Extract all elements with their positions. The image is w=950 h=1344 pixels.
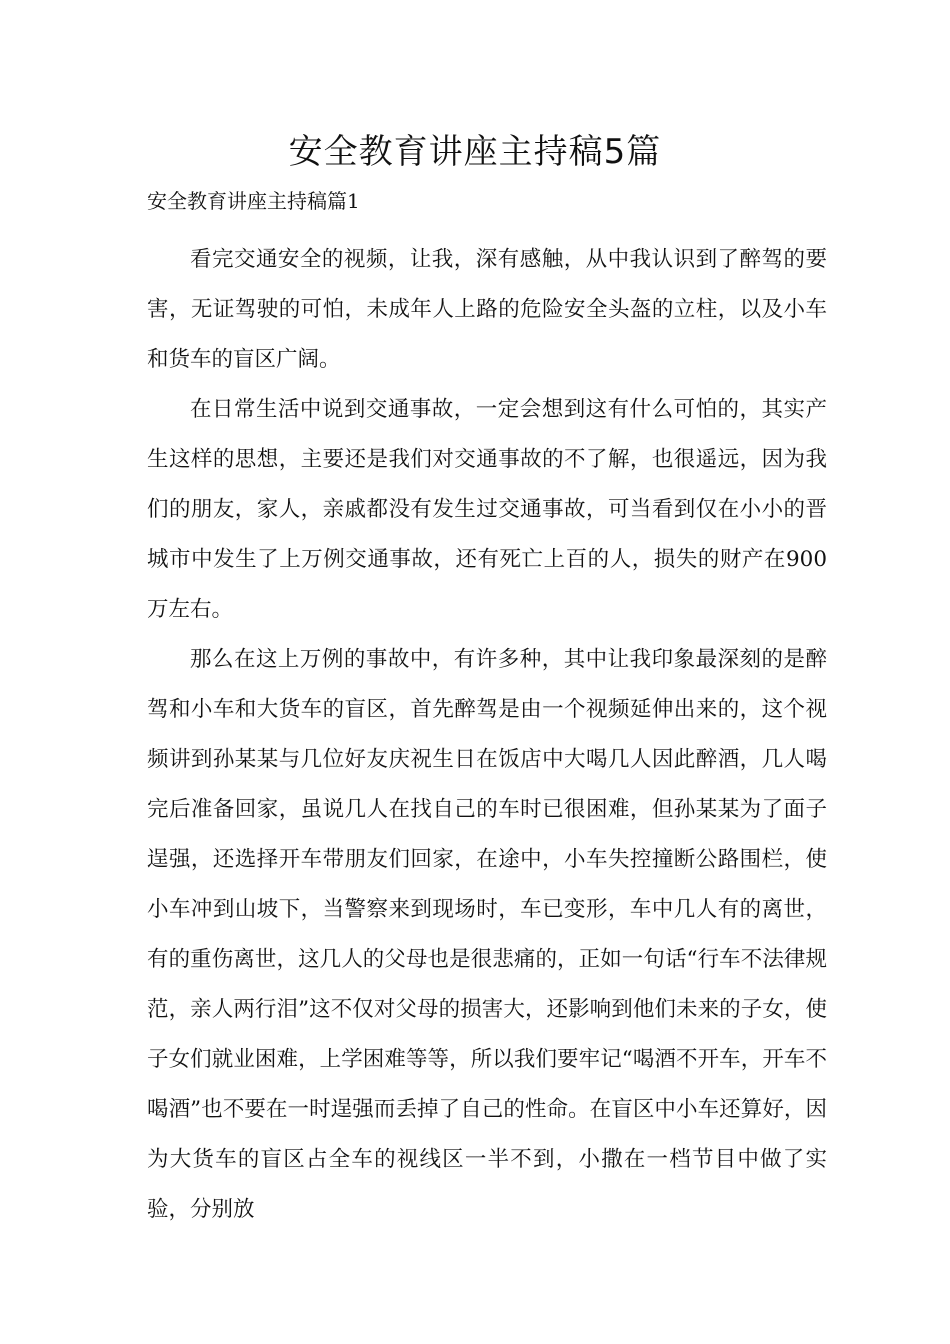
document-title: 安全教育讲座主持稿5篇	[288, 132, 662, 172]
paragraph-3: 那么在这上万例的事故中，有许多种，其中让我印象最深刻的是醉驾和小车和大货车的盲区，首先醉驾是由一个视频延伸出来的，这个视频讲到孙某某与几位好友庆祝生日在饭店中大喝几人因此醉酒，几人喝完后准备回家，虽说几人在找自己的车时已很困难，但孙某某为了面子逞强，还选择开车带朋友们回家，在途中，小车失控撞断公路围栏，使小车冲到山坡下，当警察来到现场时，车已变形，车中几人有的离世，有的重伤离世，这几人的父母也是很悲痛的，正如一句话“行车不法律规范，亲人两行泪”这不仅对父母的损害大，还影响到他们未来的子女，使子女们就业困难，上学困难等等，所以我们要牢记“喝酒不开车，开车不喝酒”也不要在一时逞强而丢掉了自己的性命。在盲区中小车还算好，因为大货车的盲区占全车的视线区一半不到，小撒在一档节目中做了实验，分别放	[147, 647, 827, 1222]
paragraph-1: 看完交通安全的视频，让我，深有感触，从中我认识到了醉驾的要害，无证驾驶的可怕，未成年人上路的危险安全头盔的立柱，以及小车和货车的盲区广阔。	[147, 247, 827, 372]
document-body	[147, 235, 827, 1235]
section-heading: 安全教育讲座主持稿篇1	[147, 189, 360, 213]
paragraph-2: 在日常生活中说到交通事故，一定会想到这有什么可怕的，其实产生这样的思想，主要还是我们对交通事故的不了解，也很遥远，因为我们的朋友，家人，亲戚都没有发生过交通事故，可当看到仅在小小的晋城市中发生了上万例交通事故，还有死亡上百的人，损失的财产在900万左右。	[147, 397, 827, 622]
